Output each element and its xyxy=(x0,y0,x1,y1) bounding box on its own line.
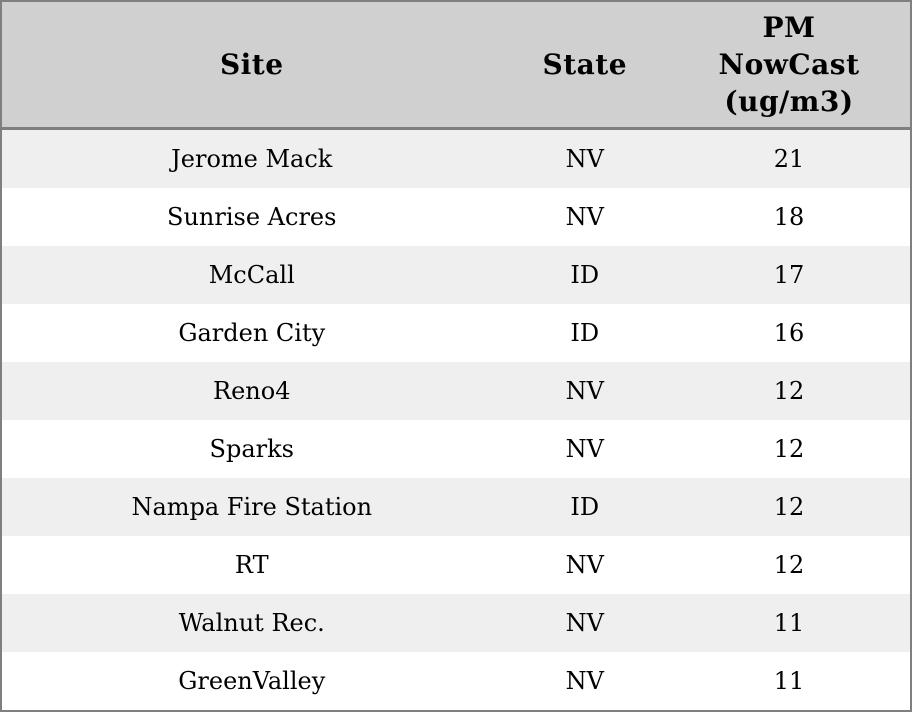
pm-cell: 11 xyxy=(773,667,805,695)
state-cell: ID xyxy=(570,319,600,347)
state-cell: ID xyxy=(570,493,600,521)
site-cell: RT xyxy=(234,551,269,579)
pm-cell: 17 xyxy=(773,261,805,289)
table-row xyxy=(1,246,911,304)
pm-cell: 16 xyxy=(773,319,805,347)
table-header xyxy=(1,1,911,129)
site-cell: Garden City xyxy=(178,319,326,347)
pm-cell: 18 xyxy=(773,203,805,231)
header-pm-line-2: NowCast xyxy=(718,48,860,81)
header-state: State xyxy=(502,1,669,129)
site-cell: Reno4 xyxy=(213,377,291,405)
table-row xyxy=(1,188,911,246)
state-cell: NV xyxy=(565,551,604,579)
header-pm-nowcast xyxy=(668,1,911,129)
state-cell: NV xyxy=(565,377,604,405)
table-row xyxy=(1,304,911,362)
table-body xyxy=(1,129,911,712)
pm-cell: 12 xyxy=(773,377,805,405)
header-pm-line-1: PM xyxy=(762,11,816,44)
table-row xyxy=(1,478,911,536)
table-row xyxy=(1,652,911,711)
site-cell: McCall xyxy=(208,261,295,289)
state-cell: ID xyxy=(570,261,600,289)
header-row xyxy=(1,1,911,129)
table-row xyxy=(1,420,911,478)
table-row xyxy=(1,536,911,594)
state-cell: NV xyxy=(565,203,604,231)
pm-cell: 11 xyxy=(773,609,805,637)
site-cell: Jerome Mack xyxy=(171,145,333,173)
state-cell: NV xyxy=(565,145,604,173)
table-row xyxy=(1,362,911,420)
pm-cell: 12 xyxy=(773,493,805,521)
site-cell: Sunrise Acres xyxy=(167,203,337,231)
site-cell: GreenValley xyxy=(178,667,326,695)
pm-cell: 21 xyxy=(773,145,805,173)
site-cell: Sparks xyxy=(209,435,294,463)
header-site: Site xyxy=(1,1,502,129)
state-cell: NV xyxy=(565,435,604,463)
site-cell: Nampa Fire Station xyxy=(131,493,373,521)
state-cell: NV xyxy=(565,667,604,695)
state-cell: NV xyxy=(565,609,604,637)
pm-cell: 12 xyxy=(773,551,805,579)
site-cell: Walnut Rec. xyxy=(178,609,325,637)
header-pm-line-3: (ug/m3) xyxy=(724,85,854,118)
table-row xyxy=(1,594,911,652)
pm-cell: 12 xyxy=(773,435,805,463)
table-row xyxy=(1,129,911,189)
